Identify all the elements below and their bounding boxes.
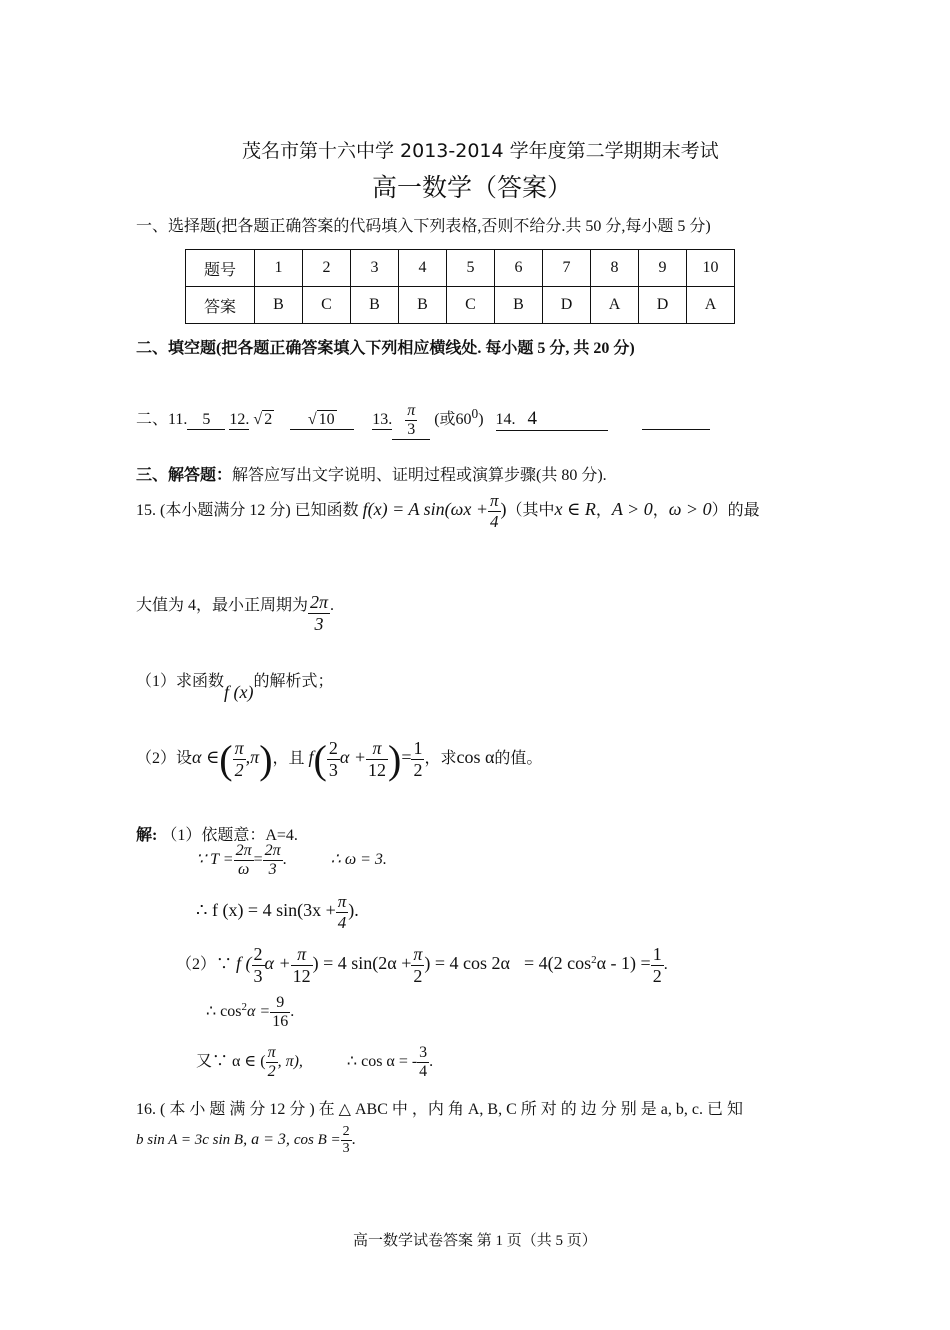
answer-13-fraction: $\frac{\pi}{3}$ <box>407 402 416 438</box>
question-16-line1: 16. ( 本 小 题 满 分 12 分 ) 在 △ ABC 中 ，内 角 A, B, C 所 对 的 边 分 别 是 a, b, c. 已 知 <box>136 1101 743 1118</box>
label-13: 13. <box>372 411 393 429</box>
table-cell: B <box>399 287 447 324</box>
table-cell: 5 <box>447 250 495 287</box>
solution-step1: 解: （1）依题意：A=4. <box>136 827 298 844</box>
table-cell: D <box>543 287 591 324</box>
table-cell: B <box>351 287 399 324</box>
table-cell: C <box>303 287 351 324</box>
answer-12a: √ 2 <box>253 411 273 429</box>
table-row <box>186 287 735 324</box>
solution-step2: ∵ T = $\frac{2\pi}{\omega}$ = $\frac{2\pi}{3}$ . ∴ ω = 3. <box>196 842 387 878</box>
fill-answers <box>136 402 710 442</box>
answer-table <box>185 249 735 324</box>
answer-13-close: ) <box>478 411 484 429</box>
exam-title: 茂名市第十六中学 2013-2014 学年度第二学期期末考试 <box>242 140 719 162</box>
table-header-number: 题号 <box>186 250 255 287</box>
table-cell: 6 <box>495 250 543 287</box>
table-cell: 1 <box>255 250 303 287</box>
answer-13-deg: 60 <box>455 411 472 429</box>
table-cell: B <box>495 287 543 324</box>
table-header-answer: 答案 <box>186 287 255 324</box>
answer-11: 5 <box>202 411 211 429</box>
answer-12b: √ 10 <box>307 411 335 429</box>
label-12: 12. <box>229 411 250 429</box>
table-cell: 4 <box>399 250 447 287</box>
table-cell: 2 <box>303 250 351 287</box>
label-14: 14. <box>495 411 516 429</box>
question-15: 15. (本小题满分 12 分) 已知函数 f(x) = A sin(ωx + $\frac{\pi}{4}$ )（其中x ∈ R，A > 0，ω > 0）的最 <box>136 491 760 531</box>
table-cell: B <box>255 287 303 324</box>
question-16-line2: b sin A = 3c sin B, a = 3, cos B = $\frac{2}{3}$ . <box>136 1124 356 1156</box>
page-footer: 高一数学试卷答案 第 1 页（共 5 页） <box>353 1233 597 1249</box>
table-cell: D <box>639 287 687 324</box>
table-cell: A <box>687 287 735 324</box>
page-title: 高一数学（答案） <box>372 173 573 202</box>
solution-step3: ∴ f (x) = 4 sin(3x + $\frac{\pi}{4}$ ). <box>196 892 359 932</box>
fill-prefix: 二、11. <box>136 411 188 429</box>
blank-line <box>642 411 710 430</box>
answer-13-deg-sup: 0 <box>471 405 479 421</box>
table-cell: 9 <box>639 250 687 287</box>
table-cell: 8 <box>591 250 639 287</box>
table-cell: 10 <box>687 250 735 287</box>
table-cell: C <box>447 287 495 324</box>
solution-step6: 又∵ α ∈ ( $\frac{\pi}{2}$ , π), ∴ cos α = - $\frac{3}{4}$ . <box>196 1044 434 1080</box>
table-row <box>186 250 735 287</box>
section3-heading: 三、解答题：解答应写出文字说明、证明过程或演算步骤(共 80 分). <box>136 467 607 484</box>
answer-13-alt: (或 <box>434 411 456 429</box>
solution-step5: ∴ $\cos^2\alpha$ = $\frac{9}{16}$ . <box>206 994 295 1030</box>
table-cell: 3 <box>351 250 399 287</box>
section1-heading: 一、选择题(把各题正确答案的代码填入下列表格,否则不给分.共 50 分,每小题 5 分) <box>136 218 711 235</box>
question-15-part2: （2）设α ∈( $\frac{\pi}{2}$ ,π)，且 f( $\frac{2}{3}$ α + $\frac{\pi}{12}$ )= $\frac{1}{2}$ ，求cos α的值。 <box>136 736 543 782</box>
table-cell: 7 <box>543 250 591 287</box>
solution-step4: （2）∵ f ( $\frac{2}{3}$ α + $\frac{\pi}{12}$ ) = 4 sin(2α + $\frac{\pi}{2}$ ) = 4 cos 2α = 4(2 $\cos^2\alpha - 1$) = $\frac{1}{2}$ . <box>176 944 668 986</box>
table-cell: A <box>591 287 639 324</box>
answer-14: 4 <box>527 408 538 430</box>
section2-heading: 二、填空题(把各题正确答案填入下列相应横线处. 每小题 5 分, 共 20 分) <box>136 340 635 357</box>
question-15-part1: （1）求函数f (x)的解析式； <box>136 673 334 702</box>
question-15-line2: 大值为 4，最小正周期为 $\frac{2\pi}{3}$ . <box>136 592 335 634</box>
